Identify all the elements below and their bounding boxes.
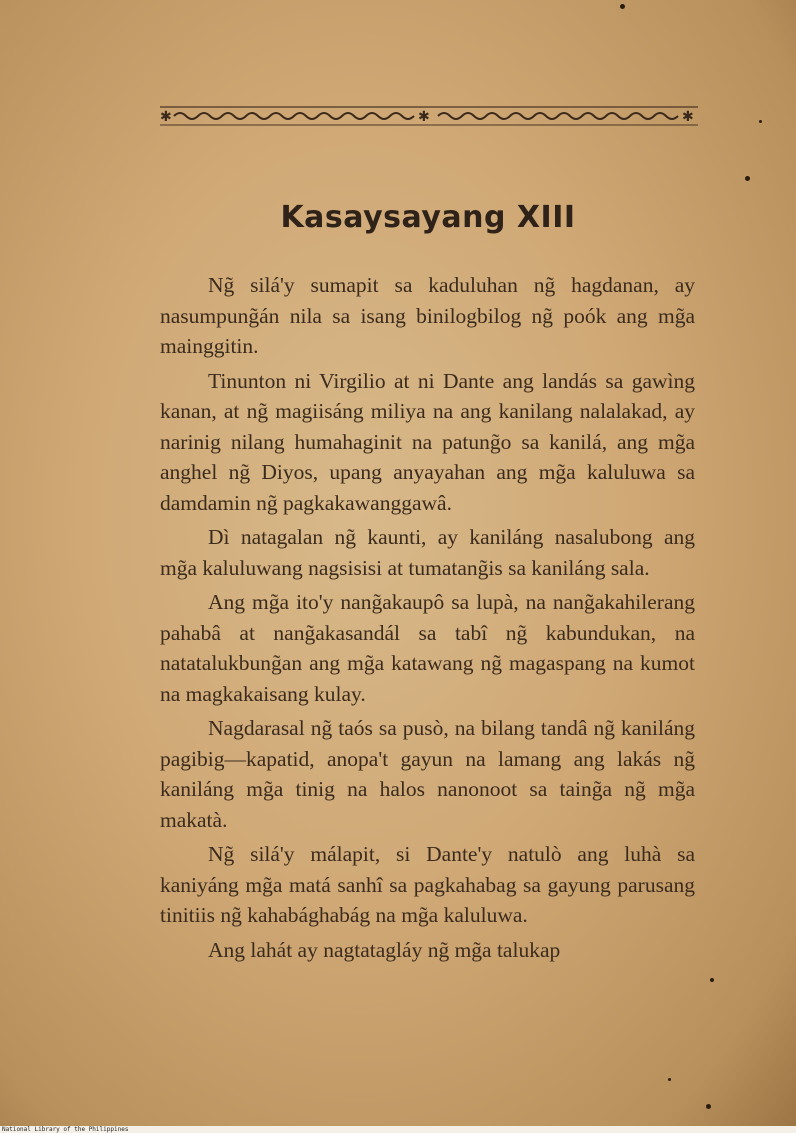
ink-speck	[706, 1104, 711, 1109]
paragraph: Dì natagalan ng̃ kaunti, ay kaniláng nasalubong ang mg̃a kaluluwang nagsisisi at tumatang̃is sa kaniláng sala.	[160, 525, 695, 580]
svg-text:✱: ✱	[418, 109, 430, 125]
svg-text:✱: ✱	[682, 109, 694, 125]
chapter-body	[160, 270, 695, 965]
paragraph: Tinunton ni Virgilio at ni Dante ang landás sa gawìng kanan, at ng̃ magiisáng miliya na ang kanilang nalalakad, ay narinig nilang humahaginit na patung̃o sa kanilá, ang mg̃a anghel ng̃ Diyos, upang anyayahan ang mg̃a kaluluwa sa damdamin ng̃ pagkakawanggawâ.	[160, 368, 695, 515]
paragraph: Ang mg̃a ito'y nang̃akaupô sa lupà, na nang̃akahilerang pahabâ at nang̃akasandál sa tabî ng̃ kabundukan, na natatalukbung̃an ang mg̃a katawang ng̃ magaspang na kumot na magkakaisang kulay.	[160, 590, 695, 706]
paragraph: Nagdarasal ng̃ taós sa pusò, na bilang tandâ ng̃ kaniláng pagibig—kapatid, anopa't gayun na lamang ang lakás ng̃ kaniláng mg̃a tinig na halos nanonoot sa taing̃a ng̃ mg̃a makatà.	[160, 716, 695, 832]
ink-speck	[620, 4, 625, 9]
chapter-title: Kasaysayang XIII	[280, 200, 576, 235]
ornament-border-icon	[160, 104, 698, 126]
ink-speck	[668, 1078, 671, 1081]
ink-speck	[745, 176, 750, 181]
paragraph: Ang lahát ay nagtatagláy ng̃ mg̃a talukap	[208, 937, 561, 962]
svg-text:✱: ✱	[160, 109, 172, 125]
paragraph: Ng̃ silá'y sumapit sa kaduluhan ng̃ hagdanan, ay nasumpung̃án nila sa isang binilogbilog ng̃ poók ang mg̃a mainggitin.	[160, 273, 695, 358]
ink-speck	[710, 978, 714, 982]
decorative-header-ornament	[160, 104, 698, 126]
library-credit-footer: National Library of the Philippines	[0, 1126, 796, 1133]
paragraph: Ng̃ silá'y málapit, si Dante'y natulò ang luhà sa kaniyáng mg̃a matá sanhî sa pagkahabag sa gayung parusang tinitiis ng̃ kahabághabág na mg̃a kaluluwa.	[160, 842, 695, 927]
ink-speck	[759, 120, 762, 123]
